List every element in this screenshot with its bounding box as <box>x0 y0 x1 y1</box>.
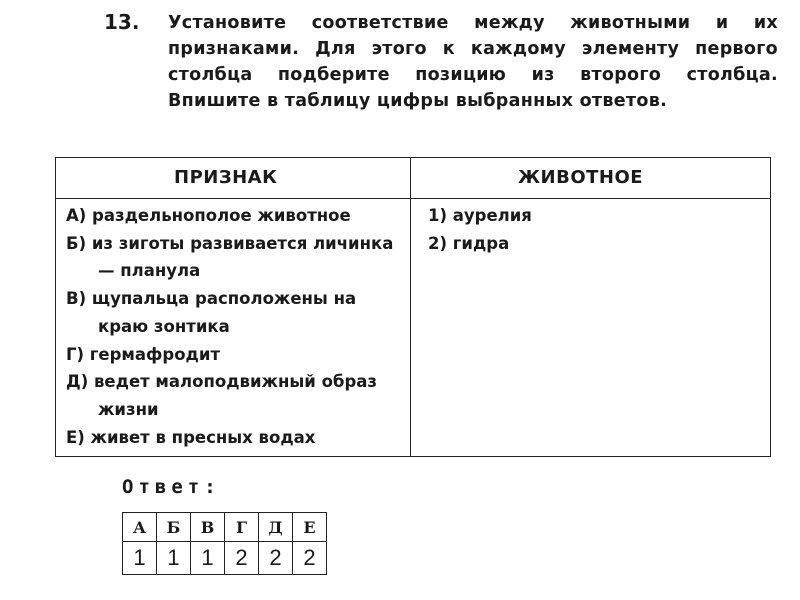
table-header-row <box>56 158 770 199</box>
answer-value-cell[interactable]: 1 <box>123 542 157 575</box>
header-animal: ЖИВОТНОЕ <box>518 167 644 188</box>
answer-table <box>122 512 327 575</box>
answer-letter-cell: А <box>123 513 157 542</box>
answer-letter-cell: Е <box>293 513 327 542</box>
feature-item: Д) ведет малоподвижный образ жизни <box>66 372 377 419</box>
answer-letter-cell: Г <box>225 513 259 542</box>
answer-label: Ответ: <box>122 476 221 498</box>
feature-item: Е) живет в пресных водах <box>66 427 316 447</box>
answer-values-row <box>123 542 327 575</box>
task-number: 13. <box>104 10 140 34</box>
header-feature: ПРИЗНАК <box>174 167 278 188</box>
answer-value-cell[interactable]: 1 <box>157 542 191 575</box>
matching-table <box>55 157 771 457</box>
feature-item: В) щупальца расположены на краю зонтика <box>66 289 357 336</box>
animal-item: 1) аурелия <box>428 206 532 225</box>
feature-item: Б) из зиготы развивается личинка — планула <box>66 233 394 281</box>
feature-item: Г) гермафродит <box>66 344 221 364</box>
answer-letters-row <box>123 513 327 542</box>
feature-item: А) раздельнополое животное <box>66 206 351 225</box>
answer-letter-cell: Д <box>259 513 293 542</box>
answer-letter-cell: Б <box>157 513 191 542</box>
features-list <box>66 202 406 451</box>
animals-list <box>428 202 532 257</box>
answer-letter-cell: В <box>191 513 225 542</box>
answer-value-cell[interactable]: 2 <box>293 542 327 575</box>
task-instructions: Установите соответствие между животными и их признаками. Для этого к каждому элементу первого столбца подберите позицию из второго столбца. Впишите в таблицу цифры выбранных ответов. <box>168 13 778 111</box>
animal-item: 2) гидра <box>428 233 510 253</box>
column-divider <box>410 158 411 456</box>
answer-value-cell[interactable]: 2 <box>259 542 293 575</box>
answer-value-cell[interactable]: 2 <box>225 542 259 575</box>
answer-value-cell[interactable]: 1 <box>191 542 225 575</box>
